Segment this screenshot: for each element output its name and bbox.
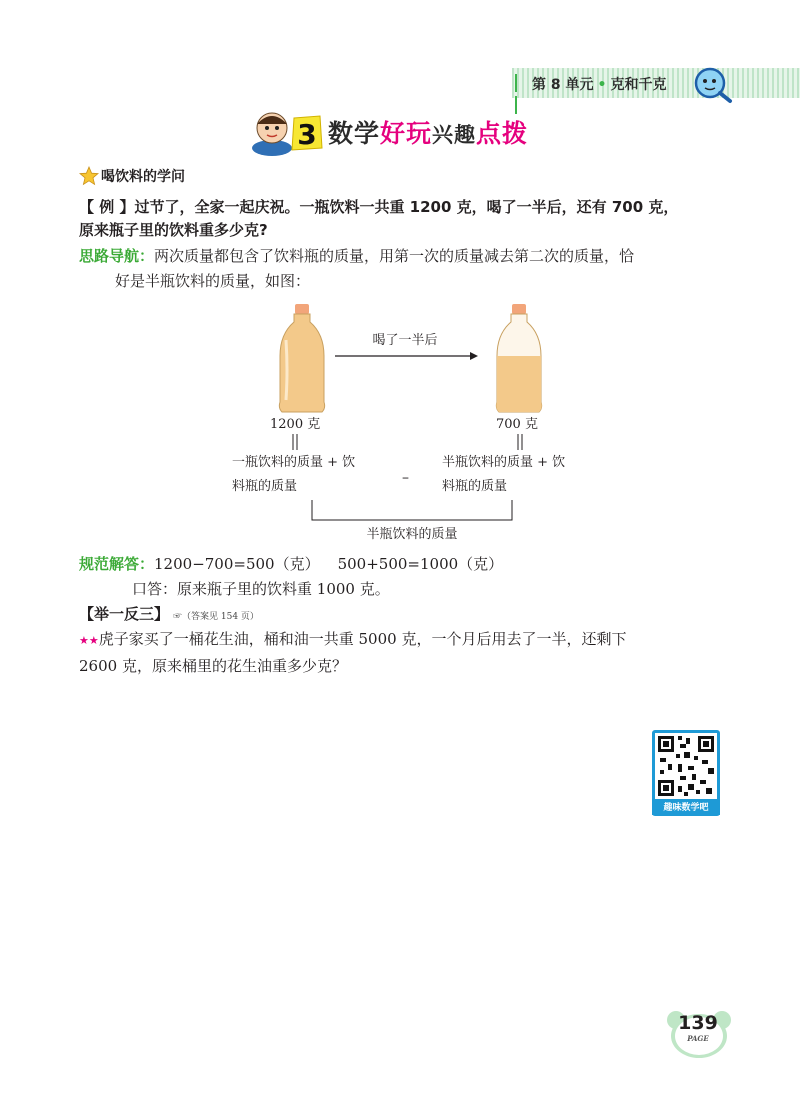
page-title: [328, 114, 528, 150]
minus-sign: –: [402, 470, 409, 486]
page-number: 139: [678, 1012, 718, 1034]
practice-line-2: 2600 克，原来桶里的花生油重多少克？: [79, 657, 347, 675]
full-bottle-icon: [279, 304, 324, 412]
solution-formula-2: 500+500=1000（克）: [337, 555, 504, 573]
header-unit-label: 第 8 单元 • 克和千克: [532, 77, 667, 93]
lesson-number: 3: [297, 118, 317, 151]
hint-text-1: 两次质量都包含了饮料瓶的质量，用第一次的质量减去第二次的质量，恰: [154, 247, 635, 265]
hint-label: 思路导航：: [79, 247, 155, 265]
right-weight-label: 700 克: [496, 417, 538, 432]
title-part-3: 兴趣: [432, 123, 477, 147]
practice-line-1: [79, 629, 626, 651]
title-part-4: 点拨: [476, 119, 529, 148]
page-word: PAGE: [687, 1034, 709, 1043]
hint-line-1: [79, 246, 634, 266]
practice-heading: [79, 604, 259, 627]
example-text-1: 过节了，全家一起庆祝。一瓶饮料一共重 1200 克，喝了一半后，还有 700 克，: [134, 198, 679, 216]
practice-label: 【举一反三】: [79, 605, 170, 623]
magnifier-mascot-icon: [690, 64, 734, 104]
title-part-2: 好玩: [380, 119, 433, 148]
difficulty-stars-icon: ★★: [79, 634, 99, 647]
unit-topic: 克和千克: [610, 77, 667, 93]
bottle-diagram: [230, 300, 590, 550]
unit-number: 第 8 单元: [532, 77, 594, 93]
half-bottle-icon: [496, 304, 541, 412]
right-desc-line-1: 半瓶饮料的质量 + 饮: [442, 455, 566, 470]
lesson-number-badge: [290, 114, 324, 152]
right-desc-line-2: 料瓶的质量: [442, 479, 508, 494]
left-desc-line-2: 料瓶的质量: [232, 479, 298, 494]
left-desc-line-1: 一瓶饮料的质量 + 饮: [232, 455, 356, 470]
star-icon: [79, 166, 99, 186]
section-title: 喝饮料的学问: [101, 169, 185, 185]
example-line-2: 原来瓶子里的饮料重多少克?: [79, 221, 268, 239]
practice-answer-ref: ☞（答案见 154 页）: [173, 612, 259, 622]
solution-line: [79, 554, 503, 574]
practice-text-1: 虎子家买了一桶花生油，桶和油一共重 5000 克，一个月后用去了一半，还剩下: [98, 630, 627, 648]
arrow-label: 喝了一半后: [372, 333, 438, 348]
solution-formula-1: 1200−700=500（克）: [154, 555, 320, 573]
solution-answer: 口答：原来瓶子里的饮料重 1000 克。: [132, 580, 390, 598]
left-weight-label: 1200 克: [270, 417, 321, 432]
qr-label: 趣味数学吧: [652, 801, 720, 815]
header-bars-decoration: [515, 74, 524, 92]
bracket-label: 半瓶饮料的质量: [366, 527, 458, 542]
example-line-1: [79, 197, 678, 217]
hint-line-2: 好是半瓶饮料的质量，如图：: [115, 272, 311, 290]
solution-label: 规范解答：: [79, 555, 155, 573]
example-label: 【 例 】: [79, 198, 135, 216]
title-part-1: 数学: [328, 119, 381, 148]
